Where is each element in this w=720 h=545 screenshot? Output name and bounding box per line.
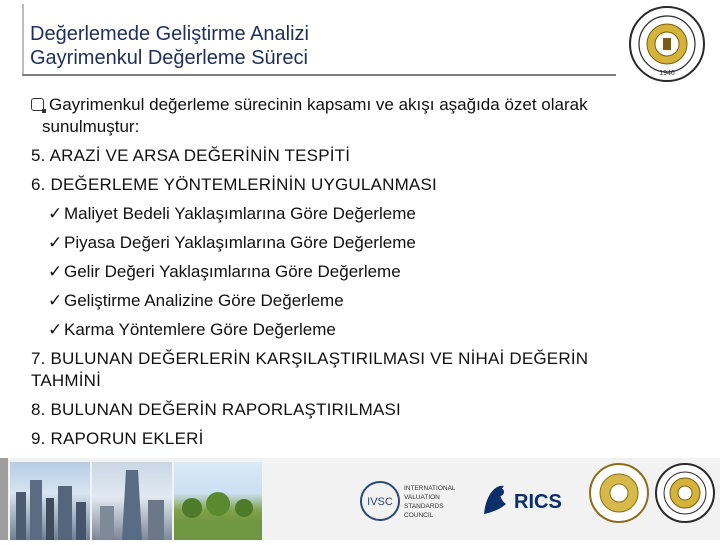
title-line-1: Değerlemede Geliştirme Analizi [30, 23, 310, 45]
university-seal-gold-icon [588, 462, 650, 524]
ivsc-text-4: COUNCIL [404, 512, 434, 519]
ivsc-text-3: STANDARDS [404, 503, 444, 510]
list-item-7 [31, 348, 711, 392]
sub-item-label: Maliyet Bedeli Yaklaşımlarına Göre Değerleme [64, 204, 416, 223]
checkmark-icon: ✓ [48, 291, 63, 310]
footer-logos [360, 462, 716, 538]
list-item-5: 5. ARAZİ VE ARSA DEĞERİNİN TESPİTİ [31, 146, 351, 165]
sub-item [31, 261, 711, 283]
city-skyline-image [10, 462, 90, 540]
sub-item-label: Piyasa Değeri Yaklaşımlarına Göre Değerleme [64, 233, 416, 252]
sub-item [31, 290, 711, 312]
checkmark-icon: ✓ [48, 204, 63, 223]
ivsc-logo [360, 478, 470, 524]
logo-year: 1946 [659, 70, 675, 77]
list-item-8: 8. BULUNAN DEĞERİN RAPORLAŞTIRILMASI [31, 400, 401, 419]
slide-title [30, 22, 590, 70]
ankara-university-logo [627, 4, 707, 84]
sub-item [31, 319, 711, 341]
sub-item-label: Karma Yöntemlere Göre Değerleme [64, 320, 336, 339]
checkmark-icon: ✓ [48, 320, 63, 339]
tower-building-image [92, 462, 172, 540]
intro-line-2: sunulmuştur: [42, 117, 140, 136]
title-underline [22, 74, 616, 76]
list-item-9: 9. RAPORUN EKLERİ [31, 429, 204, 448]
intro-paragraph [31, 94, 711, 138]
slide-content [31, 94, 711, 450]
rics-label: RICS [514, 491, 562, 513]
title-line-2: Gayrimenkul Değerleme Süreci [30, 47, 308, 69]
sub-item [31, 232, 711, 254]
title-vertical-rule [22, 4, 24, 76]
ivsc-text-2: VALUATION [404, 494, 440, 501]
ivsc-text-1: INTERNATIONAL [404, 485, 456, 492]
landscape-trees-image [174, 462, 262, 540]
sub-item-label: Gelir Değeri Yaklaşımlarına Göre Değerleme [64, 262, 401, 281]
footer-side-strip [0, 458, 8, 540]
sub-item-label: Geliştirme Analizine Göre Değerleme [64, 291, 344, 310]
ivsc-label: IVSC [367, 496, 393, 508]
square-bullet-icon [31, 98, 44, 111]
university-seal-icon [654, 462, 716, 524]
checkmark-icon: ✓ [48, 233, 63, 252]
rics-logo [478, 474, 574, 524]
intro-line-1: Gayrimenkul değerleme sürecinin kapsamı ve akışı aşağıda özet olarak [49, 95, 588, 114]
checkmark-icon: ✓ [48, 262, 63, 281]
sub-item [31, 203, 711, 225]
list-item-6: 6. DEĞERLEME YÖNTEMLERİNİN UYGULANMASI [31, 175, 437, 194]
list-item-7-line-2: TAHMİNİ [31, 371, 102, 390]
list-item-7-line-1: 7. BULUNAN DEĞERLERİN KARŞILAŞTIRILMASI VE NİHAİ DEĞERİN [31, 349, 589, 368]
